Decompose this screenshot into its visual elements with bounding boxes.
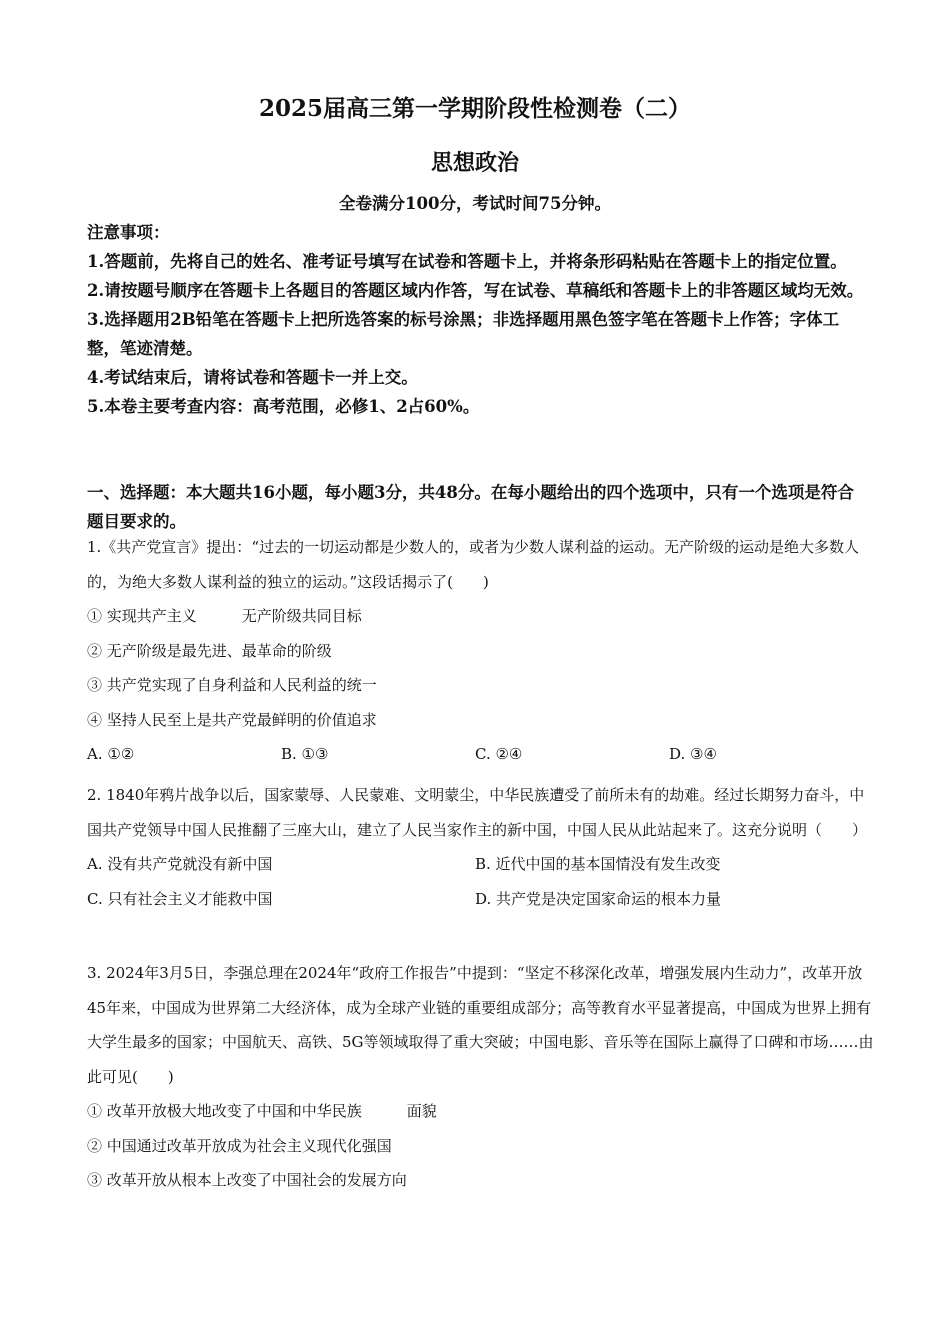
statement-option: ② 无产阶级是最先进、最革命的阶级	[87, 641, 332, 660]
answer-choices-row	[87, 882, 877, 917]
question-stem: 1.《共产党宣言》提出：“过去的一切运动都是少数人的，或者为少数人谋利益的运动。无产阶级的运动是绝大多数人的，为绝大多数人谋利益的独立的运动。”这段话揭示了( )	[87, 538, 859, 591]
statement-option: ④ 坚持人民至上是共产党最鲜明的价值追求	[87, 710, 377, 729]
statement-option: ① 改革开放极大地改变了中国和中华民族 面貌	[87, 1102, 437, 1120]
choice-c: C. 只有社会主义才能救中国	[87, 889, 273, 908]
choice-b: B. 近代中国的基本国情没有发生改变	[475, 855, 721, 873]
answer-choices-row	[87, 847, 877, 882]
choice-a: A. ①②	[87, 745, 135, 763]
answer-choices	[87, 737, 877, 772]
question-2	[87, 778, 877, 916]
choice-b: B. ①③	[281, 745, 329, 763]
statement-option: ③ 改革开放从根本上改变了中国社会的发展方向	[87, 1171, 407, 1189]
choice-d: D. 共产党是决定国家命运的根本力量	[475, 889, 722, 908]
statement-option: ③ 共产党实现了自身利益和人民利益的统一	[87, 676, 377, 694]
subject-title: 思想政治	[430, 150, 519, 176]
notice-item: 5.本卷主要考查内容：高考范围，必修1、2占60%。	[87, 397, 480, 416]
choice-a: A. 没有共产党就没有新中国	[87, 855, 273, 873]
statement-option: ② 中国通过改革开放成为社会主义现代化强国	[87, 1136, 392, 1155]
notice-item: 3.选择题用2B铅笔在答题卡上把所选答案的标号涂黑；非选择题用黑色签字笔在答题卡上作答；字体工整，笔迹清楚。	[87, 310, 840, 358]
statement-option: ① 实现共产主义 无产阶级共同目标	[87, 607, 362, 625]
notice-block	[87, 218, 867, 421]
notice-item: 2.请按题号顺序在答题卡上各题目的答题区域内作答，写在试卷、草稿纸和答题卡上的非答题区域均无效。	[87, 281, 864, 300]
choice-c: C. ②④	[475, 745, 523, 763]
question-stem: 3. 2024年3月5日，李强总理在2024年“政府工作报告”中提到：“坚定不移深化改革，增强发展内生动力”，改革开放45年来，中国成为世界第二大经济体，成为全球产业链的重要组成部分；高等教育水平显著提高，中国成为世界上拥有大学生最多的国家；中国航天、高铁、5G等领域取得了重大突破；中国电影、音乐等在国际上赢得了口碑和市场……由此可见( )	[87, 964, 874, 1086]
notice-item: 1.答题前，先将自己的姓名、准考证号填写在试卷和答题卡上，并将条形码粘贴在答题卡上的指定位置。	[87, 252, 847, 271]
notice-heading: 注意事项：	[87, 223, 170, 242]
section-heading: 一、选择题：本大题共16小题，每小题3分，共48分。在每小题给出的四个选项中，只有一个选项是符合题目要求的。	[87, 483, 854, 531]
choice-d: D. ③④	[669, 745, 717, 763]
score-time-note: 全卷满分100分，考试时间75分钟。	[339, 194, 611, 213]
question-1	[87, 530, 877, 772]
question-stem: 2. 1840年鸦片战争以后，国家蒙辱、人民蒙难、文明蒙尘，中华民族遭受了前所未有的劫难。经过长期努力奋斗，中国共产党领导中国人民推翻了三座大山，建立了人民当家作主的新中国，中国人民从此站起来了。这充分说明（ ）	[87, 786, 868, 839]
exam-title: 2025届高三第一学期阶段性检测卷（二）	[258, 95, 691, 122]
notice-item: 4.考试结束后，请将试卷和答题卡一并上交。	[87, 368, 418, 387]
question-3	[87, 956, 877, 1198]
